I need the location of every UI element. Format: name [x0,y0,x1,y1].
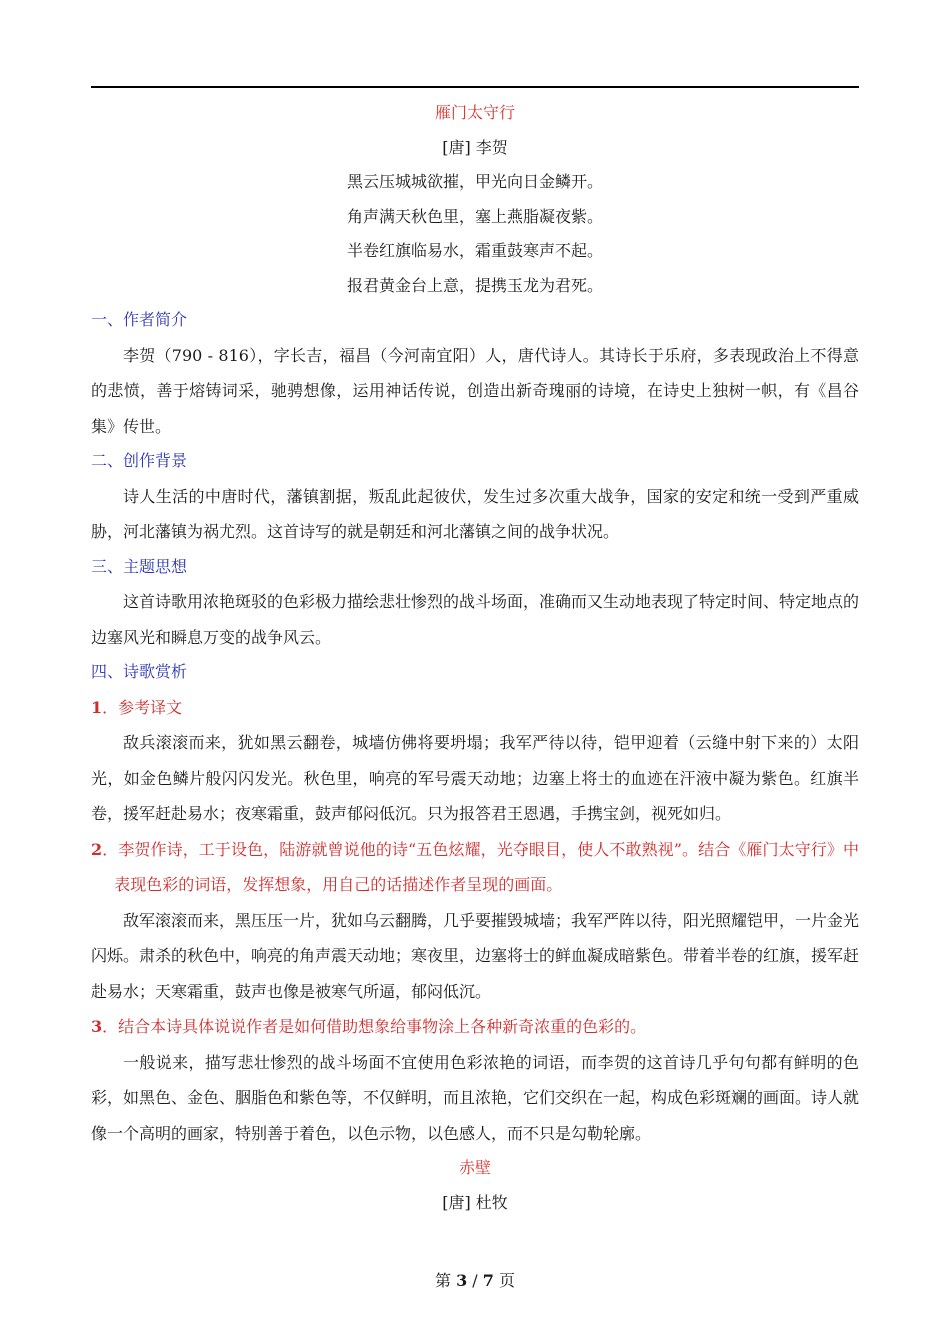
poem1-title: 雁门太守行 [434,103,515,122]
poem1-line: 黑云压城城欲摧，甲光向日金鳞开。 [346,172,603,191]
section-heading-background: 二、创作背景 [91,451,188,470]
poem1-line: 报君黄金台上意，提携玉龙为君死。 [346,275,603,295]
question-number: 2 [91,839,103,859]
question-1 [91,690,859,726]
question-number: 3 [91,1017,103,1036]
section-heading-theme: 三、主题思想 [91,556,188,576]
question-text: ．李贺作诗，工于设色，陆游就曾说他的诗“五色炫耀，光夺眼目，使人不敢熟视”。结合《雁门太守行》中表现色彩的词语，发挥想象，用自己的话描述作者呈现的画面。 [102,839,859,894]
poem1-line: 半卷红旗临易水，霜重鼓寒声不起。 [346,241,603,260]
poem2-title: 赤壁 [458,1158,491,1177]
question-number: 1 [91,697,103,717]
poem1-line: 角声满天秋色里，塞上燕脂凝夜紫。 [346,206,603,226]
section-heading-author: 一、作者简介 [91,310,188,329]
theme-text: 这首诗歌用浓艳斑驳的色彩极力描绘悲壮惨烈的战斗场面，准确而又生动地表现了特定时间、特定地点的边塞风光和瞬息万变的战争风云。 [91,592,860,647]
poem2-author: [唐] 杜牧 [442,1192,508,1212]
poem1-author: [唐] 李贺 [442,137,508,157]
page-content [91,96,859,1220]
question-2 [91,832,859,903]
header-rule [91,86,859,88]
footer-prefix: 第 [434,1271,457,1290]
question-text: ．结合本诗具体说说作者是如何借助想象给事物涂上各种新奇浓重的色彩的。 [102,1017,647,1036]
answer-3: 一般说来，描写悲壮惨烈的战斗场面不宜使用色彩浓艳的词语，而李贺的这首诗几乎句句都有鲜明的色彩，如黑色、金色、胭脂色和紫色等，不仅鲜明，而且浓艳，它们交织在一起，构成色彩斑斓的画面。诗人就像一个高明的画家，特别善于着色，以色示物，以色感人，而不只是勾勒轮廓。 [91,1052,860,1143]
answer-1: 敌兵滚滚而来，犹如黑云翻卷，城墙仿佛将要坍塌；我军严待以待，铠甲迎着（云缝中射下来的）太阳光，如金色鳞片般闪闪发光。秋色里，响亮的军号震天动地；边塞上将士的血迹在汗液中凝为紫色。红旗半卷，援军赶赴易水；夜寒霜重，鼓声郁闷低沉。只为报答君王恩遇，手携宝剑，视死如归。 [91,733,859,823]
question-text: ．参考译文 [102,697,183,717]
section-heading-appreciation: 四、诗歌赏析 [91,662,188,681]
author-intro-text: 李贺（790 - 816），字长吉，福昌（今河南宜阳）人，唐代诗人。其诗长于乐府，多表现政治上不得意的悲愤，善于熔铸词采，驰骋想像，运用神话传说，创造出新奇瑰丽的诗境，在诗史上独树一帜，有《昌谷集》传世。 [91,345,859,436]
current-page-number: 3 [456,1271,468,1290]
answer-2: 敌军滚滚而来，黑压压一片，犹如乌云翻腾，几乎要摧毁城墙；我军严阵以待，阳光照耀铠甲，一片金光闪烁。肃杀的秋色中，响亮的角声震天动地；寒夜里，边塞将士的鲜血凝成暗紫色。带着半卷的红旗，援军赶赴易水；天寒霜重，鼓声也像是被寒气所逼，郁闷低沉。 [91,910,860,1001]
background-text: 诗人生活的中唐时代，藩镇割据，叛乱此起彼伏，发生过多次重大战争，国家的安定和统一受到严重威胁，河北藩镇为祸尤烈。这首诗写的就是朝廷和河北藩镇之间的战争状况。 [91,486,859,541]
question-3 [91,1009,859,1045]
page-footer [0,1268,950,1291]
footer-separator: / [467,1271,483,1290]
footer-suffix: 页 [493,1271,516,1290]
total-page-number: 7 [482,1271,494,1290]
